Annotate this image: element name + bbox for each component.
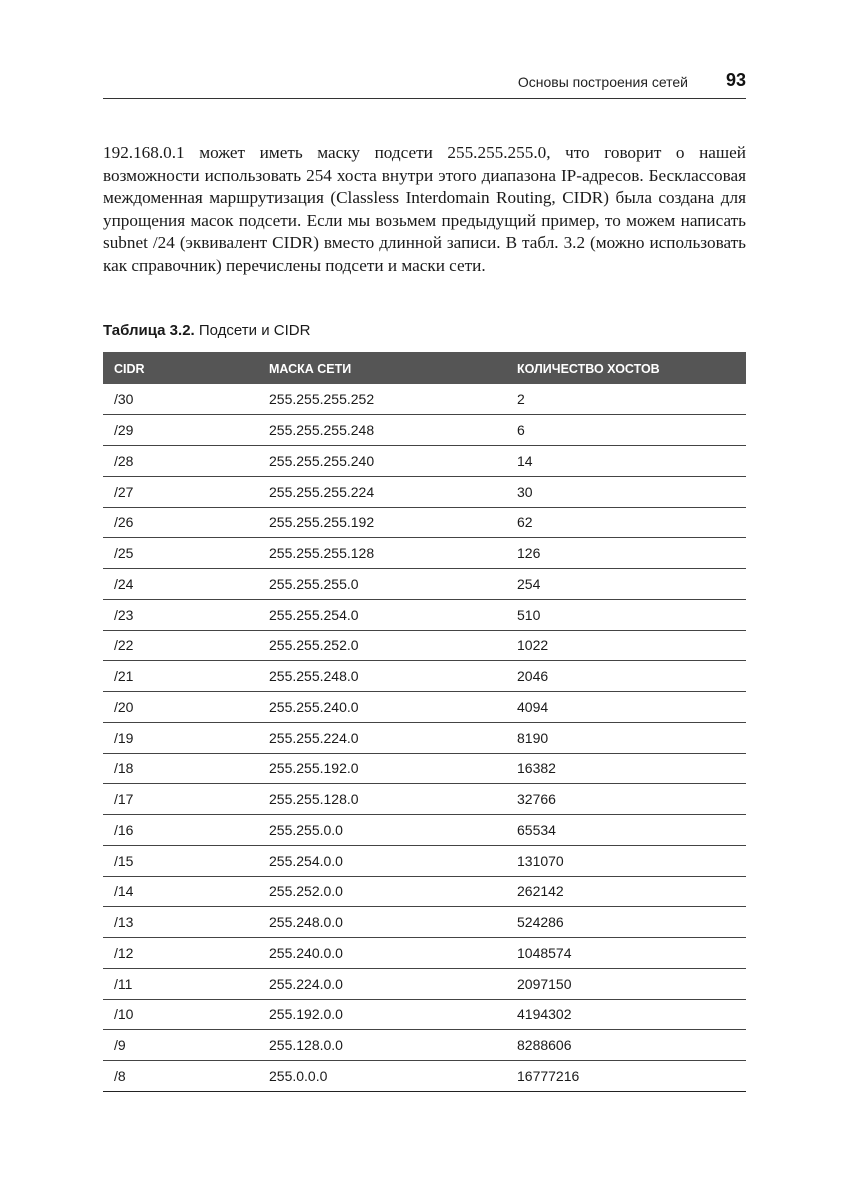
column-header-cidr: CIDR [103,352,269,384]
cell-cidr: /8 [103,1061,269,1092]
cell-hosts: 262142 [517,876,746,907]
cell-cidr: /18 [103,753,269,784]
cell-mask: 255.255.255.0 [269,569,517,600]
table-row [103,569,746,600]
table-row [103,722,746,753]
cell-hosts: 4194302 [517,999,746,1030]
cell-mask: 255.255.255.128 [269,538,517,569]
cell-cidr: /11 [103,968,269,999]
cell-mask: 255.192.0.0 [269,999,517,1030]
cell-mask: 255.255.224.0 [269,722,517,753]
cell-cidr: /15 [103,845,269,876]
table-header-row [103,352,746,384]
table-row [103,1030,746,1061]
table-row [103,845,746,876]
table-row [103,507,746,538]
cell-cidr: /30 [103,384,269,415]
table-row [103,907,746,938]
cell-mask: 255.255.0.0 [269,815,517,846]
table-row [103,999,746,1030]
table-row [103,753,746,784]
cell-mask: 255.255.252.0 [269,630,517,661]
table-row [103,876,746,907]
column-header-hosts: КОЛИЧЕСТВО ХОСТОВ [517,352,746,384]
cell-mask: 255.255.255.224 [269,476,517,507]
cell-mask: 255.255.240.0 [269,692,517,723]
cell-mask: 255.128.0.0 [269,1030,517,1061]
cell-hosts: 2097150 [517,968,746,999]
cell-hosts: 1022 [517,630,746,661]
cell-mask: 255.255.192.0 [269,753,517,784]
cell-mask: 255.255.128.0 [269,784,517,815]
cell-mask: 255.255.255.192 [269,507,517,538]
column-header-mask: МАСКА СЕТИ [269,352,517,384]
cell-cidr: /23 [103,599,269,630]
cell-cidr: /25 [103,538,269,569]
table-row [103,661,746,692]
cell-mask: 255.254.0.0 [269,845,517,876]
table-row [103,599,746,630]
cell-mask: 255.255.254.0 [269,599,517,630]
cell-cidr: /21 [103,661,269,692]
cell-hosts: 8288606 [517,1030,746,1061]
running-header-title: Основы построения сетей [517,74,688,90]
table-row [103,938,746,969]
table-row [103,384,746,415]
cell-cidr: /26 [103,507,269,538]
cell-hosts: 1048574 [517,938,746,969]
cell-hosts: 16382 [517,753,746,784]
table-row [103,692,746,723]
cell-cidr: /12 [103,938,269,969]
cell-hosts: 32766 [517,784,746,815]
table-body [103,384,746,1091]
running-header [103,68,746,99]
cell-hosts: 510 [517,599,746,630]
cell-cidr: /19 [103,722,269,753]
cell-mask: 255.255.248.0 [269,661,517,692]
cell-mask: 255.255.255.240 [269,446,517,477]
cell-cidr: /10 [103,999,269,1030]
table-row [103,538,746,569]
cell-mask: 255.248.0.0 [269,907,517,938]
cell-cidr: /27 [103,476,269,507]
cell-mask: 255.252.0.0 [269,876,517,907]
cell-cidr: /14 [103,876,269,907]
table-row [103,476,746,507]
cell-hosts: 14 [517,446,746,477]
cell-cidr: /9 [103,1030,269,1061]
cell-hosts: 30 [517,476,746,507]
cell-mask: 255.0.0.0 [269,1061,517,1092]
cell-hosts: 8190 [517,722,746,753]
cell-mask: 255.224.0.0 [269,968,517,999]
cell-mask: 255.255.255.252 [269,384,517,415]
body-paragraph: 192.168.0.1 может иметь маску подсети 255.255.255.0, что говорит о нашей возможности использовать 254 хоста внутри этого диапазона IP-адресов. Бесклассовая междоменная маршрутизация (Classless Interdomain Routing, CIDR) была создана для упрощения масок подсети. Если мы возьмем предыдущий пример, то можем написать subnet /24 (эквивалент CIDR) вместо длинной записи. В табл. 3.2 (можно использовать как справочник) перечислены подсети и маски сети. [103,143,746,275]
cell-hosts: 6 [517,415,746,446]
table-row [103,415,746,446]
cell-cidr: /24 [103,569,269,600]
cell-hosts: 126 [517,538,746,569]
table-caption-text: Подсети и CIDR [198,322,311,339]
cell-hosts: 16777216 [517,1061,746,1092]
cell-cidr: /13 [103,907,269,938]
table-row [103,784,746,815]
table-caption-label: Таблица 3.2. [103,322,195,339]
table-row [103,446,746,477]
cell-hosts: 2 [517,384,746,415]
cell-mask: 255.240.0.0 [269,938,517,969]
cell-cidr: /16 [103,815,269,846]
table-row [103,1061,746,1092]
cell-hosts: 62 [517,507,746,538]
cell-hosts: 65534 [517,815,746,846]
cell-cidr: /28 [103,446,269,477]
table-row [103,630,746,661]
cell-mask: 255.255.255.248 [269,415,517,446]
table-row [103,968,746,999]
cell-cidr: /17 [103,784,269,815]
table-caption [103,322,310,339]
cell-hosts: 524286 [517,907,746,938]
cidr-table [103,352,746,1092]
cell-cidr: /29 [103,415,269,446]
cell-cidr: /22 [103,630,269,661]
cell-cidr: /20 [103,692,269,723]
table-row [103,815,746,846]
cell-hosts: 254 [517,569,746,600]
cell-hosts: 2046 [517,661,746,692]
page-number: 93 [725,70,746,90]
cell-hosts: 131070 [517,845,746,876]
cell-hosts: 4094 [517,692,746,723]
